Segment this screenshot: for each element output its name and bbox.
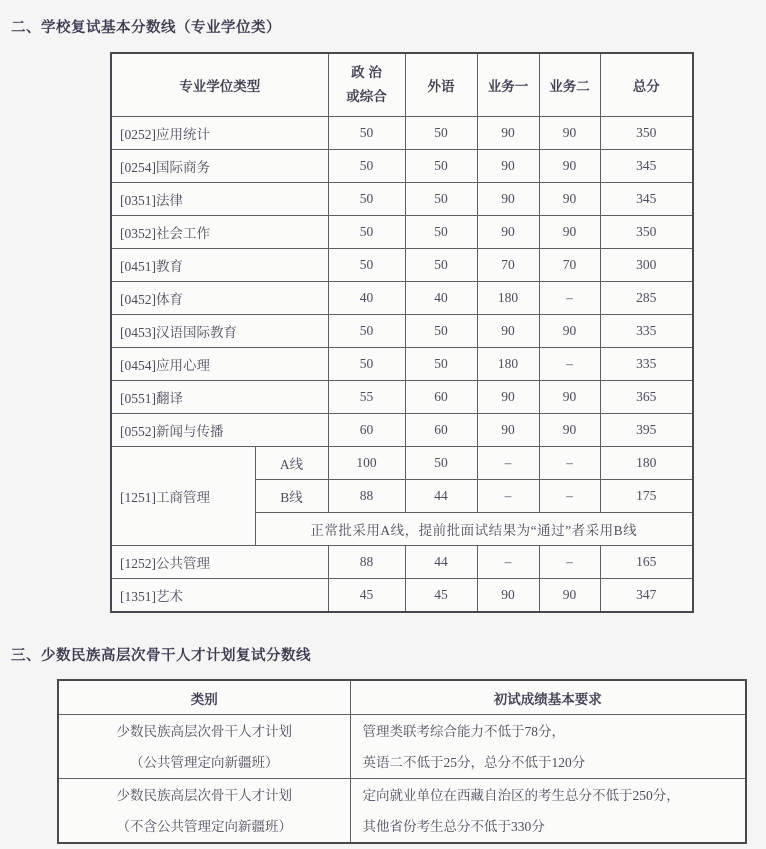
table-row xyxy=(111,315,693,348)
cell-score: 50 xyxy=(405,447,477,480)
cell-score: 350 xyxy=(600,117,693,150)
cell-score: 347 xyxy=(600,579,693,613)
cell-score: 90 xyxy=(539,117,600,150)
header-politics-line1: 政 治 xyxy=(351,65,382,80)
cell-score: 45 xyxy=(405,579,477,613)
cell-category xyxy=(58,715,350,779)
cell-score: 88 xyxy=(328,480,405,513)
cell-line-label: A线 xyxy=(255,447,328,480)
cell-score: 90 xyxy=(539,579,600,613)
cell-category xyxy=(58,779,350,844)
cell-score: – xyxy=(477,447,539,480)
cell-score: 60 xyxy=(405,381,477,414)
table-row xyxy=(111,183,693,216)
cell-requirement xyxy=(350,715,746,779)
cell-program: [0552]新闻与传播 xyxy=(111,414,328,447)
requirement-line1: 定向就业单位在西藏自治区的考生总分不低于250分， xyxy=(362,787,680,803)
cell-score: 90 xyxy=(539,216,600,249)
section2-title: 三、少数民族高层次骨干人才计划复试分数线 xyxy=(11,648,311,664)
cell-score: 90 xyxy=(477,414,539,447)
cell-score: 44 xyxy=(405,546,477,579)
cell-score: 285 xyxy=(600,282,693,315)
table-row xyxy=(111,579,693,613)
cell-score: – xyxy=(539,282,600,315)
section1-title: 二、学校复试基本分数线（专业学位类） xyxy=(11,20,281,36)
professional-degree-score-table xyxy=(110,52,694,613)
cell-score: 50 xyxy=(405,183,477,216)
cell-score: 50 xyxy=(328,216,405,249)
header-requirement: 初试成绩基本要求 xyxy=(350,680,746,715)
cell-line-label: B线 xyxy=(255,480,328,513)
cell-score: 50 xyxy=(405,249,477,282)
cell-score: 50 xyxy=(405,117,477,150)
cell-score: 40 xyxy=(328,282,405,315)
table-header-row xyxy=(58,680,746,715)
cell-requirement xyxy=(350,779,746,844)
cell-score: 300 xyxy=(600,249,693,282)
table-row xyxy=(111,150,693,183)
table-row xyxy=(58,715,746,779)
table-row-mba-line-a xyxy=(111,447,693,480)
cell-score: – xyxy=(539,480,600,513)
cell-score: 50 xyxy=(405,216,477,249)
table-row xyxy=(111,282,693,315)
minority-plan-score-table xyxy=(57,679,747,844)
cell-score: 90 xyxy=(539,150,600,183)
cell-score: 70 xyxy=(539,249,600,282)
cell-program: [0254]国际商务 xyxy=(111,150,328,183)
cell-program: [0352]社会工作 xyxy=(111,216,328,249)
cell-program: [0454]应用心理 xyxy=(111,348,328,381)
cell-score: 90 xyxy=(539,414,600,447)
cell-score: 50 xyxy=(328,249,405,282)
header-business2: 业务二 xyxy=(539,53,600,117)
cell-score: 90 xyxy=(477,381,539,414)
cell-score: 50 xyxy=(328,183,405,216)
cell-score: 90 xyxy=(477,117,539,150)
cell-program: [0453]汉语国际教育 xyxy=(111,315,328,348)
cell-score: 345 xyxy=(600,150,693,183)
cell-score: 90 xyxy=(539,183,600,216)
cell-program: [1252]公共管理 xyxy=(111,546,328,579)
cell-score: 90 xyxy=(539,315,600,348)
cell-score: 180 xyxy=(600,447,693,480)
header-business1: 业务一 xyxy=(477,53,539,117)
category-line1: 少数民族高层次骨干人才计划 xyxy=(116,787,292,803)
cell-program: [0551]翻译 xyxy=(111,381,328,414)
cell-program: [0452]体育 xyxy=(111,282,328,315)
category-line1: 少数民族高层次骨干人才计划 xyxy=(116,723,292,739)
cell-score: 165 xyxy=(600,546,693,579)
header-politics xyxy=(328,53,405,117)
cell-score: 175 xyxy=(600,480,693,513)
cell-score: 45 xyxy=(328,579,405,613)
header-degree-type: 专业学位类型 xyxy=(111,53,328,117)
cell-score: – xyxy=(539,348,600,381)
table-row xyxy=(111,216,693,249)
cell-program: [0351]法律 xyxy=(111,183,328,216)
cell-score: 88 xyxy=(328,546,405,579)
cell-score: 90 xyxy=(477,579,539,613)
cell-score: 70 xyxy=(477,249,539,282)
cell-mba-note: 正常批采用A线，提前批面试结果为“通过”者采用B线 xyxy=(255,513,693,546)
cell-score: 395 xyxy=(600,414,693,447)
cell-score: 90 xyxy=(477,150,539,183)
header-category: 类别 xyxy=(58,680,350,715)
cell-score: 55 xyxy=(328,381,405,414)
cell-score: 50 xyxy=(328,315,405,348)
cell-score: 50 xyxy=(328,117,405,150)
cell-score: 335 xyxy=(600,315,693,348)
cell-score: 100 xyxy=(328,447,405,480)
cell-score: 50 xyxy=(328,150,405,183)
table-row xyxy=(111,414,693,447)
cell-score: – xyxy=(477,546,539,579)
cell-score: – xyxy=(477,480,539,513)
cell-score: 60 xyxy=(328,414,405,447)
category-line2: （公共管理定向新疆班） xyxy=(130,754,279,770)
cell-score: 50 xyxy=(328,348,405,381)
table-row xyxy=(58,779,746,844)
requirement-line2: 其他省份考生总分不低于330分 xyxy=(362,818,545,834)
cell-mba-program: [1251]工商管理 xyxy=(111,447,255,546)
cell-score: 44 xyxy=(405,480,477,513)
table-header-row xyxy=(111,53,693,117)
cell-score: 90 xyxy=(539,381,600,414)
table-row xyxy=(111,348,693,381)
cell-score: 350 xyxy=(600,216,693,249)
cell-score: 50 xyxy=(405,150,477,183)
cell-score: – xyxy=(539,546,600,579)
requirement-line1: 管理类联考综合能力不低于78分， xyxy=(362,723,565,739)
cell-score: 50 xyxy=(405,315,477,348)
category-line2: （不含公共管理定向新疆班） xyxy=(116,818,292,834)
cell-score: 180 xyxy=(477,348,539,381)
cell-program: [1351]艺术 xyxy=(111,579,328,613)
cell-score: 90 xyxy=(477,183,539,216)
cell-score: 60 xyxy=(405,414,477,447)
cell-score: 90 xyxy=(477,315,539,348)
header-foreign-language: 外语 xyxy=(405,53,477,117)
cell-score: 345 xyxy=(600,183,693,216)
requirement-line2: 英语二不低于25分，总分不低于120分 xyxy=(362,754,586,770)
header-total: 总分 xyxy=(600,53,693,117)
header-politics-line2: 或综合 xyxy=(346,89,387,104)
cell-program: [0252]应用统计 xyxy=(111,117,328,150)
cell-score: 180 xyxy=(477,282,539,315)
cell-score: 50 xyxy=(405,348,477,381)
cell-score: 40 xyxy=(405,282,477,315)
cell-score: 335 xyxy=(600,348,693,381)
table-row xyxy=(111,249,693,282)
cell-program: [0451]教育 xyxy=(111,249,328,282)
cell-score: 90 xyxy=(477,216,539,249)
table-row xyxy=(111,117,693,150)
cell-score: – xyxy=(539,447,600,480)
cell-score: 365 xyxy=(600,381,693,414)
table-row xyxy=(111,546,693,579)
table-row xyxy=(111,381,693,414)
